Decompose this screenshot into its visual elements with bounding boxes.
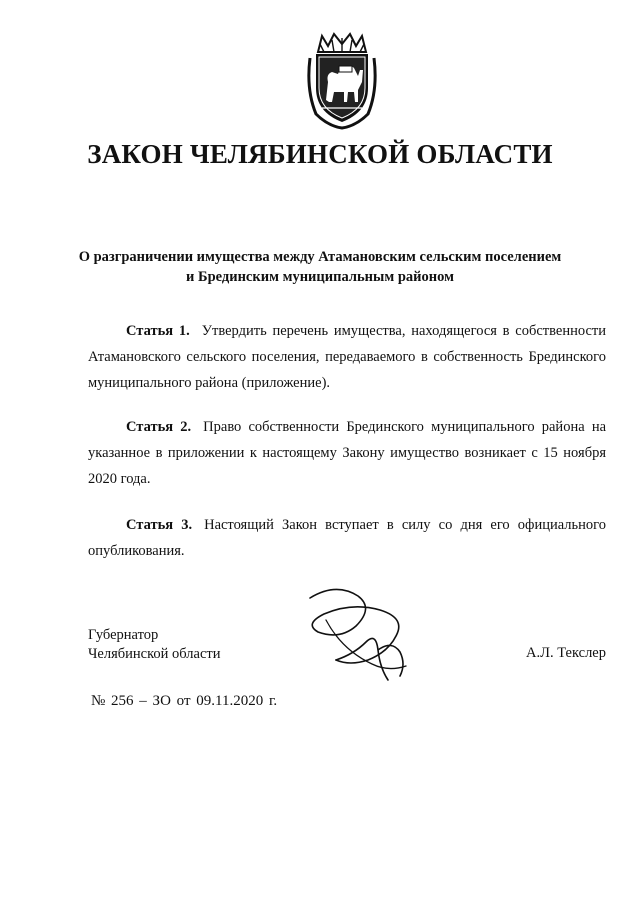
law-subtitle [60,247,580,287]
signer-name: А.Л. Текслер [526,645,606,661]
article-1 [88,318,606,396]
article-3 [88,512,606,564]
article-2-label: Статья 2. [126,419,192,435]
signer-position-line-1: Губернатор [88,627,159,643]
subtitle-line-1: О разграничении имущества между Атамановским сельским поселением [78,249,562,265]
article-1-label: Статья 1. [126,323,190,339]
subtitle-line-2: и Брединским муниципальным районом [186,269,454,285]
signature-icon [296,580,426,690]
law-title: ЗАКОН ЧЕЛЯБИНСКОЙ ОБЛАСТИ [87,139,553,169]
article-2-text: Право собственности Брединского муниципального района на указанное в приложении к настоящему Закону имущество возникает с 15 ноября 2020 года. [88,419,607,487]
signer-position-line-2: Челябинской области [88,646,221,662]
article-1-text: Утвердить перечень имущества, находящегося в собственности Атамановского сельского поселения, передаваемого в собственность Брединского муниципального района (приложение). [88,323,606,391]
article-2 [88,414,606,492]
article-3-text: Настоящий Закон вступает в силу со дня его официального опубликования. [88,517,606,559]
signer-position [88,626,221,664]
document-number: № 256 – ЗО от 09.11.2020 г. [91,693,278,709]
article-3-label: Статья 3. [126,517,193,533]
coat-of-arms-icon [304,30,380,130]
